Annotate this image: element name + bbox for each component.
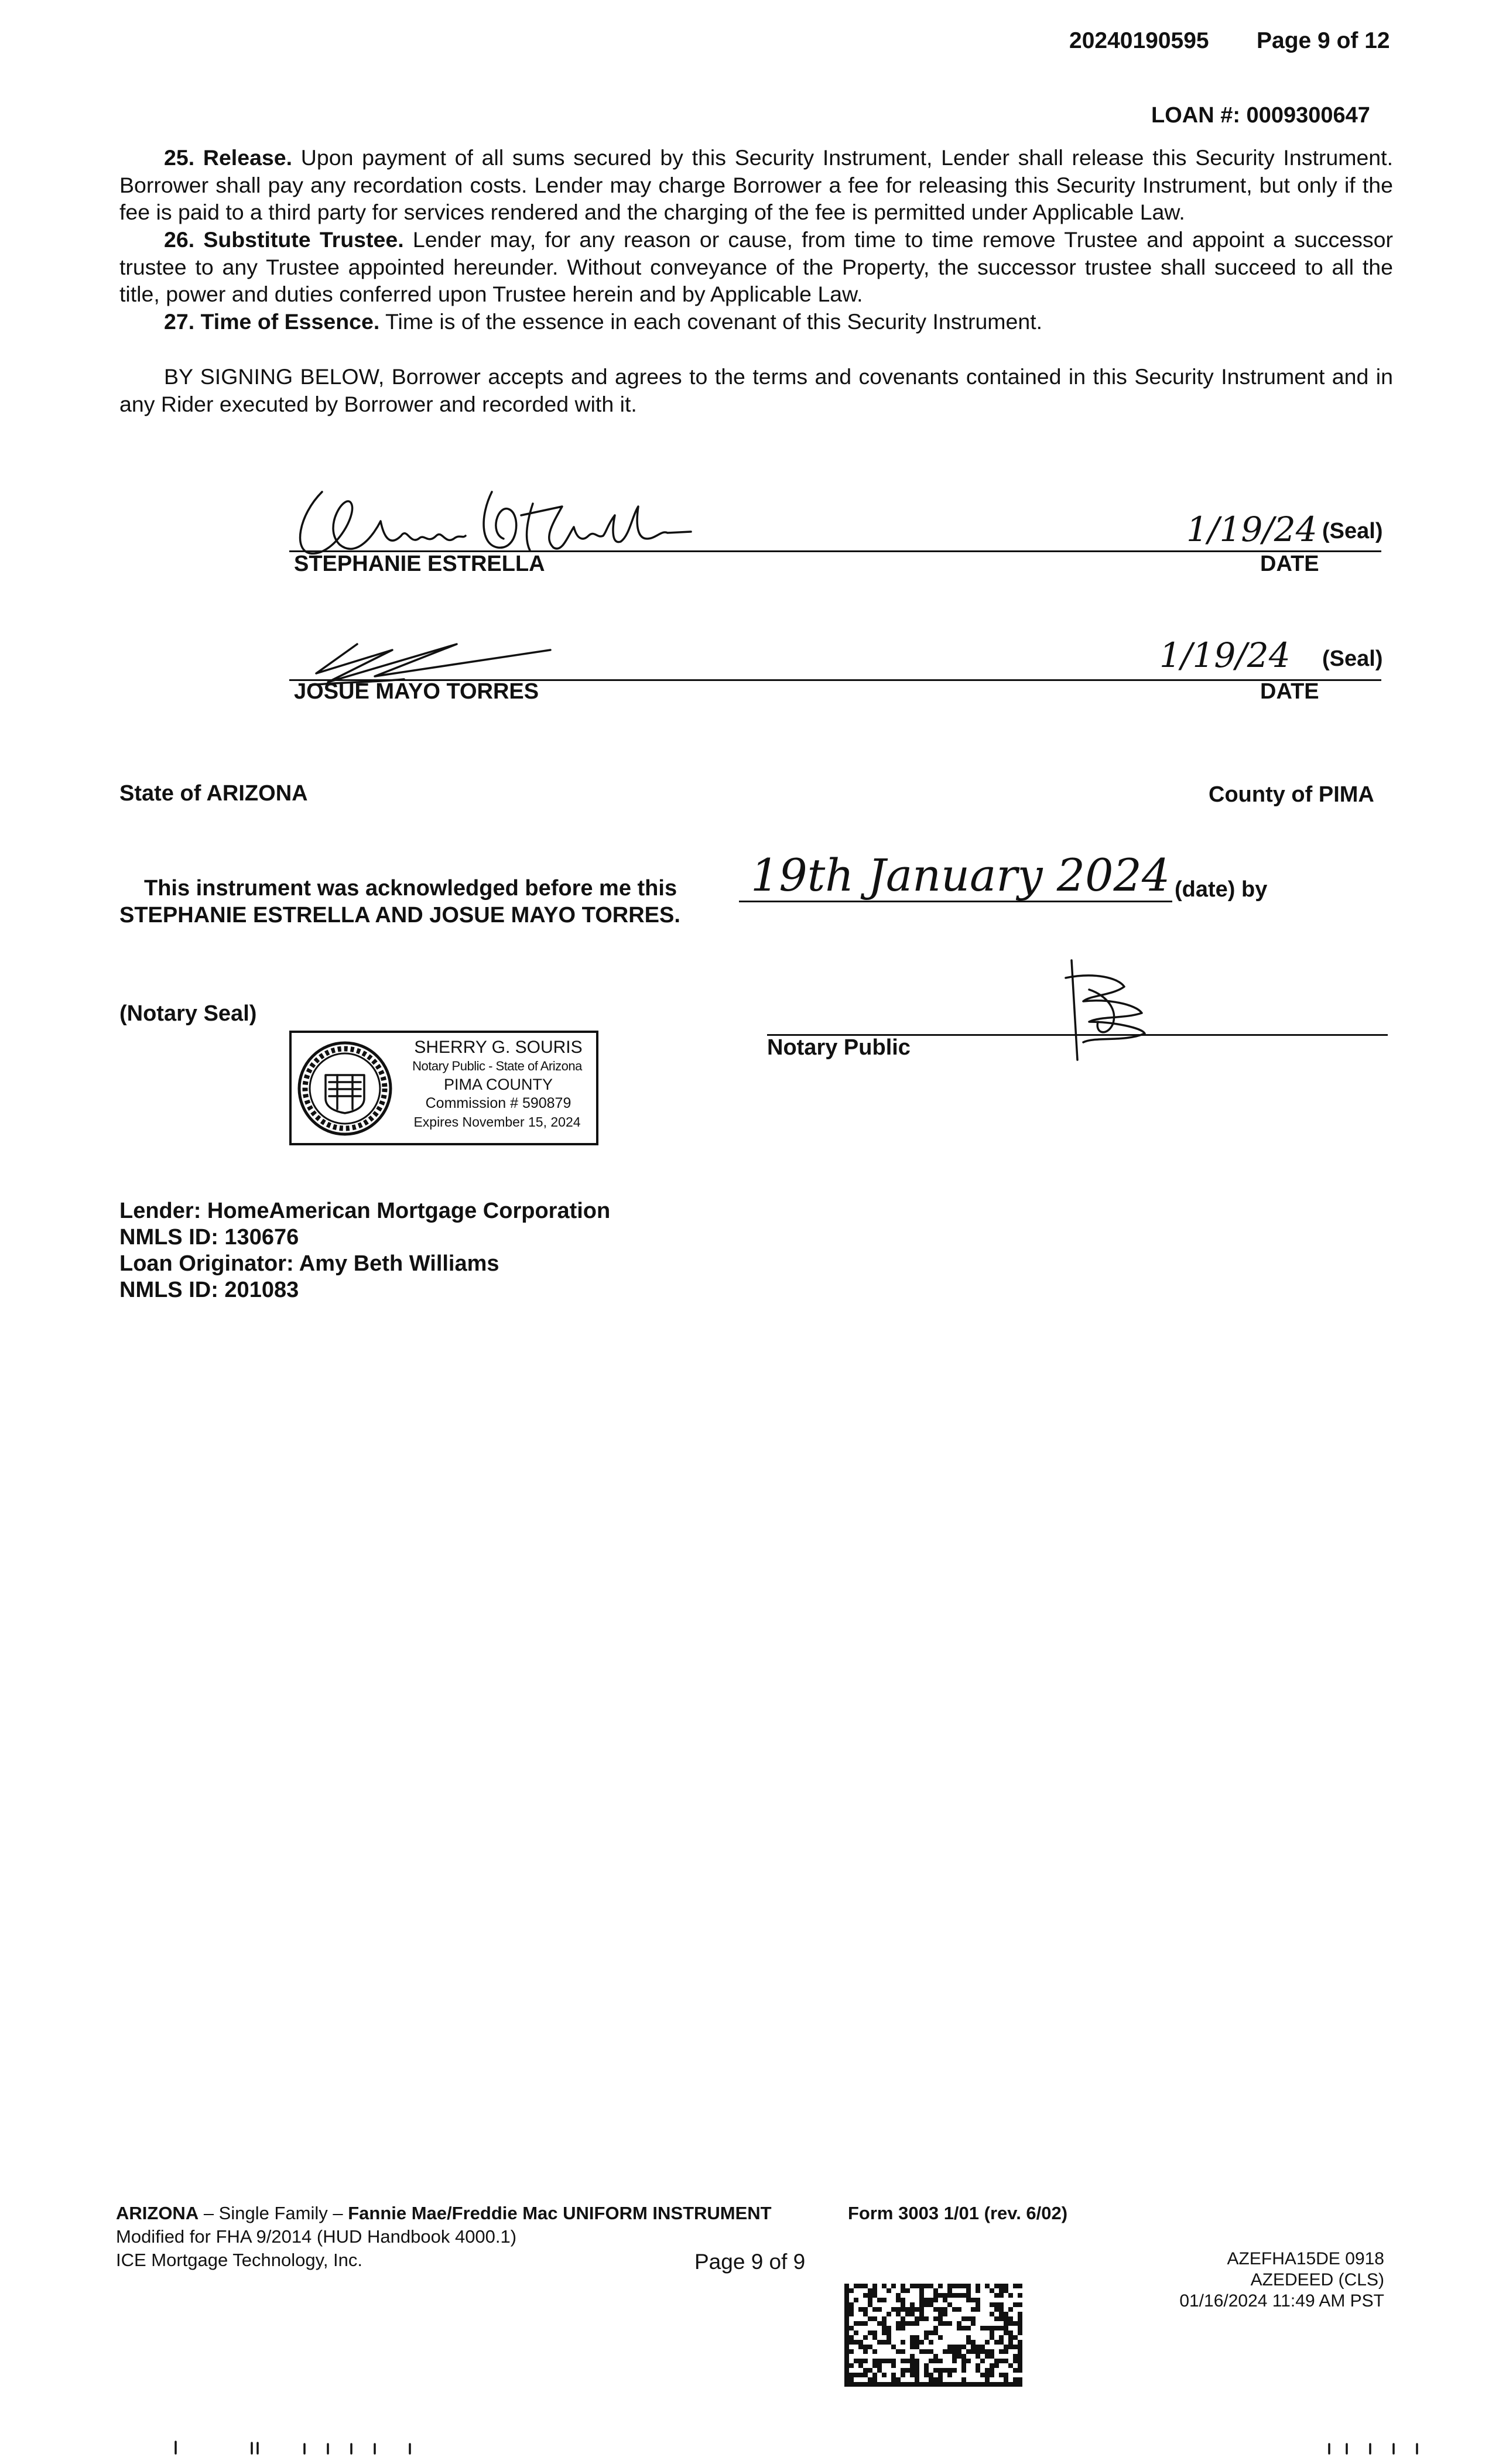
notary-stamp — [289, 1031, 598, 1145]
section-number: 26. — [164, 227, 195, 252]
section-title: Release. — [203, 145, 293, 170]
section-number: 25. — [164, 145, 195, 170]
page-indicator: Page 9 of 12 — [1257, 28, 1390, 53]
loan-originator: Loan Originator: Amy Beth Williams — [119, 1251, 499, 1276]
seal-label: (Seal) — [1322, 646, 1383, 671]
section-text: Time is of the essence in each covenant of this Security Instrument. — [385, 309, 1043, 334]
section-number: 27. — [164, 309, 195, 334]
footer-instrument: Fannie Mae/Freddie Mac UNIFORM INSTRUMENT — [348, 2203, 772, 2223]
section-time-of-essence — [119, 308, 1393, 336]
loan-number: LOAN #: 0009300647 — [1151, 103, 1370, 128]
lender-name: Lender: HomeAmerican Mortgage Corporation — [119, 1199, 611, 1223]
footer-form-number: Form 3003 1/01 (rev. 6/02) — [848, 2203, 1068, 2223]
section-substitute-trustee — [119, 226, 1393, 308]
stamp-county: PIMA COUNTY — [443, 1076, 553, 1093]
borrower-name: STEPHANIE ESTRELLA — [294, 552, 545, 576]
date-suffix: (date) by — [1175, 877, 1268, 902]
section-title: Time of Essence. — [200, 309, 380, 334]
notary-public-label: Notary Public — [767, 1035, 911, 1060]
section-title: Substitute Trustee. — [203, 227, 404, 252]
barcode-icon — [844, 2284, 1022, 2387]
signing-statement: BY SIGNING BELOW, Borrower accepts and agrees to the terms and covenants contained in this Security Instrument and in any Rider executed by Borrower and recorded with it. — [119, 364, 1393, 416]
date-label: DATE — [1260, 552, 1319, 576]
stamp-commission: Commission # 590879 — [425, 1095, 571, 1111]
stamp-title: Notary Public - State of Arizona — [412, 1059, 582, 1073]
footer-instrument-line — [116, 2202, 772, 2225]
notary-seal-label: (Notary Seal) — [119, 1001, 257, 1026]
originator-nmls-id: NMLS ID: 201083 — [119, 1278, 299, 1302]
footer-code-1: AZEFHA15DE 0918 — [1227, 2249, 1384, 2268]
footer-dash: – Single Family – — [199, 2203, 348, 2223]
signature-date-handwritten: 1/19/24 — [1186, 509, 1317, 549]
footer-timestamp: 01/16/2024 11:49 AM PST — [1179, 2291, 1384, 2311]
footer-company: ICE Mortgage Technology, Inc. — [116, 2250, 363, 2270]
signature-date-handwritten: 1/19/24 — [1159, 635, 1291, 675]
seal-label: (Seal) — [1322, 519, 1383, 543]
footer-code-2: AZEDEED (CLS) — [1250, 2270, 1384, 2290]
handwritten-date: 19th January 2024 — [751, 849, 1171, 901]
section-text: Lender may, for any reason or cause, from time to time remove Trustee and appoint a successor trustee to any Trustee appointed hereunder. Without conveyance of the Property, the successor trustee shall succeed to all the title, power and duties conferred upon Trustee herein and by Applicable Law. — [119, 227, 1394, 306]
stamp-name: SHERRY G. SOURIS — [414, 1038, 583, 1057]
footer-state: ARIZONA — [116, 2203, 199, 2223]
stamp-expiry: Expires November 15, 2024 — [413, 1114, 581, 1130]
date-label: DATE — [1260, 679, 1319, 704]
section-release — [119, 144, 1393, 226]
arizona-seal-icon — [296, 1040, 393, 1137]
scan-edge-marks — [0, 2436, 1499, 2459]
footer-modified: Modified for FHA 9/2014 (HUD Handbook 4000.1) — [116, 2226, 517, 2247]
footer-page-number: Page 9 of 9 — [694, 2250, 806, 2274]
acknowledgment-line: This instrument was acknowledged before me this — [144, 876, 677, 901]
section-text: Upon payment of all sums secured by this Security Instrument, Lender shall release this Security Instrument. Borrower shall pay any recordation costs. Lender may charge Borrower a fee for releasing this Security Instrument, but only if the fee is paid to a third party for services rendered and the charging of the fee is permitted under Applicable Law. — [119, 145, 1394, 224]
acknowledged-parties: STEPHANIE ESTRELLA AND JOSUE MAYO TORRES. — [119, 903, 680, 928]
county-label: County of PIMA — [1209, 782, 1374, 807]
state-label: State of ARIZONA — [119, 781, 308, 806]
notary-signature — [1054, 954, 1171, 1066]
document-number: 20240190595 — [1069, 28, 1209, 53]
lender-nmls-id: NMLS ID: 130676 — [119, 1225, 299, 1250]
borrower-name: JOSUE MAYO TORRES — [294, 679, 539, 704]
